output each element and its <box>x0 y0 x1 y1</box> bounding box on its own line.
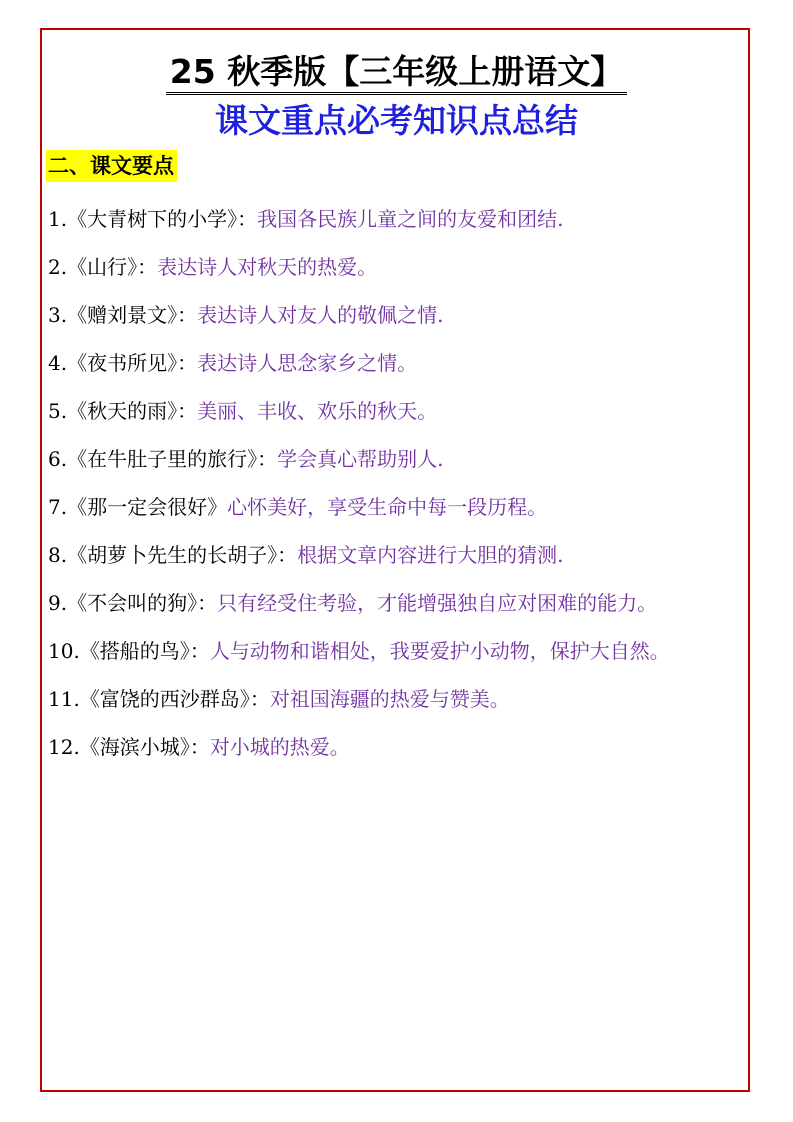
lesson-summary: 我国各民族儿童之间的友爱和团结. <box>257 207 564 231</box>
item-separator: ： <box>257 447 278 471</box>
lesson-title: 《赠刘景文》 <box>67 303 178 327</box>
document-title-text: 25 秋季版【三年级上册语文】 <box>166 52 627 95</box>
lesson-summary: 对祖国海疆的热爱与赞美。 <box>269 687 510 711</box>
item-separator: ： <box>237 207 258 231</box>
list-item <box>48 243 743 291</box>
lesson-title: 《海滨小城》 <box>79 735 190 759</box>
lesson-summary: 只有经受住考验，才能增强独自应对困难的能力。 <box>217 591 658 615</box>
lesson-summary: 表达诗人对秋天的热爱。 <box>157 255 378 279</box>
item-number: 9. <box>48 591 68 615</box>
item-number: 2. <box>48 255 68 279</box>
lesson-title: 《那一定会很好》 <box>67 495 228 519</box>
item-separator: ： <box>137 255 158 279</box>
item-separator: ： <box>189 639 210 663</box>
list-item <box>48 483 743 531</box>
list-item <box>48 675 743 723</box>
section-heading: 二、课文要点 <box>46 150 177 182</box>
item-number: 8. <box>48 543 68 567</box>
item-separator: ： <box>177 303 198 327</box>
item-separator: ： <box>189 735 210 759</box>
lesson-title: 《大青树下的小学》 <box>67 207 238 231</box>
list-item <box>48 387 743 435</box>
list-item <box>48 435 743 483</box>
item-number: 4. <box>48 351 68 375</box>
lesson-title: 《不会叫的狗》 <box>67 591 198 615</box>
lesson-summary: 心怀美好，享受生命中每一段历程。 <box>227 495 548 519</box>
item-number: 10. <box>48 639 80 663</box>
item-number: 3. <box>48 303 68 327</box>
item-number: 7. <box>48 495 68 519</box>
lesson-title: 《在牛肚子里的旅行》 <box>67 447 258 471</box>
list-item <box>48 579 743 627</box>
item-number: 6. <box>48 447 68 471</box>
list-item <box>48 339 743 387</box>
item-separator: ： <box>277 543 298 567</box>
lesson-summary: 对小城的热爱。 <box>209 735 350 759</box>
list-item <box>48 723 743 771</box>
document-subtitle: 课文重点必考知识点总结 <box>215 101 578 140</box>
item-separator: ： <box>177 399 198 423</box>
lesson-summary: 学会真心帮助别人. <box>277 447 444 471</box>
list-item <box>48 627 743 675</box>
item-separator: ： <box>177 351 198 375</box>
lesson-summary: 根据文章内容进行大胆的猜测. <box>297 543 564 567</box>
document-title <box>0 52 793 92</box>
key-points-list <box>48 195 743 771</box>
lesson-title: 《秋天的雨》 <box>67 399 178 423</box>
lesson-title: 《富饶的西沙群岛》 <box>79 687 250 711</box>
list-item <box>48 291 743 339</box>
lesson-summary: 人与动物和谐相处，我要爱护小动物，保护大自然。 <box>209 639 670 663</box>
item-number: 5. <box>48 399 68 423</box>
item-separator: ： <box>197 591 218 615</box>
lesson-summary: 美丽、丰收、欢乐的秋天。 <box>197 399 438 423</box>
lesson-summary: 表达诗人思念家乡之情。 <box>197 351 418 375</box>
item-number: 11. <box>48 687 80 711</box>
list-item <box>48 531 743 579</box>
list-item <box>48 195 743 243</box>
lesson-title: 《山行》 <box>67 255 138 279</box>
lesson-summary: 表达诗人对友人的敬佩之情. <box>197 303 444 327</box>
item-number: 12. <box>48 735 80 759</box>
lesson-title: 《搭船的鸟》 <box>79 639 190 663</box>
item-number: 1. <box>48 207 68 231</box>
lesson-title: 《夜书所见》 <box>67 351 178 375</box>
item-separator: ： <box>249 687 270 711</box>
lesson-title: 《胡萝卜先生的长胡子》 <box>67 543 278 567</box>
